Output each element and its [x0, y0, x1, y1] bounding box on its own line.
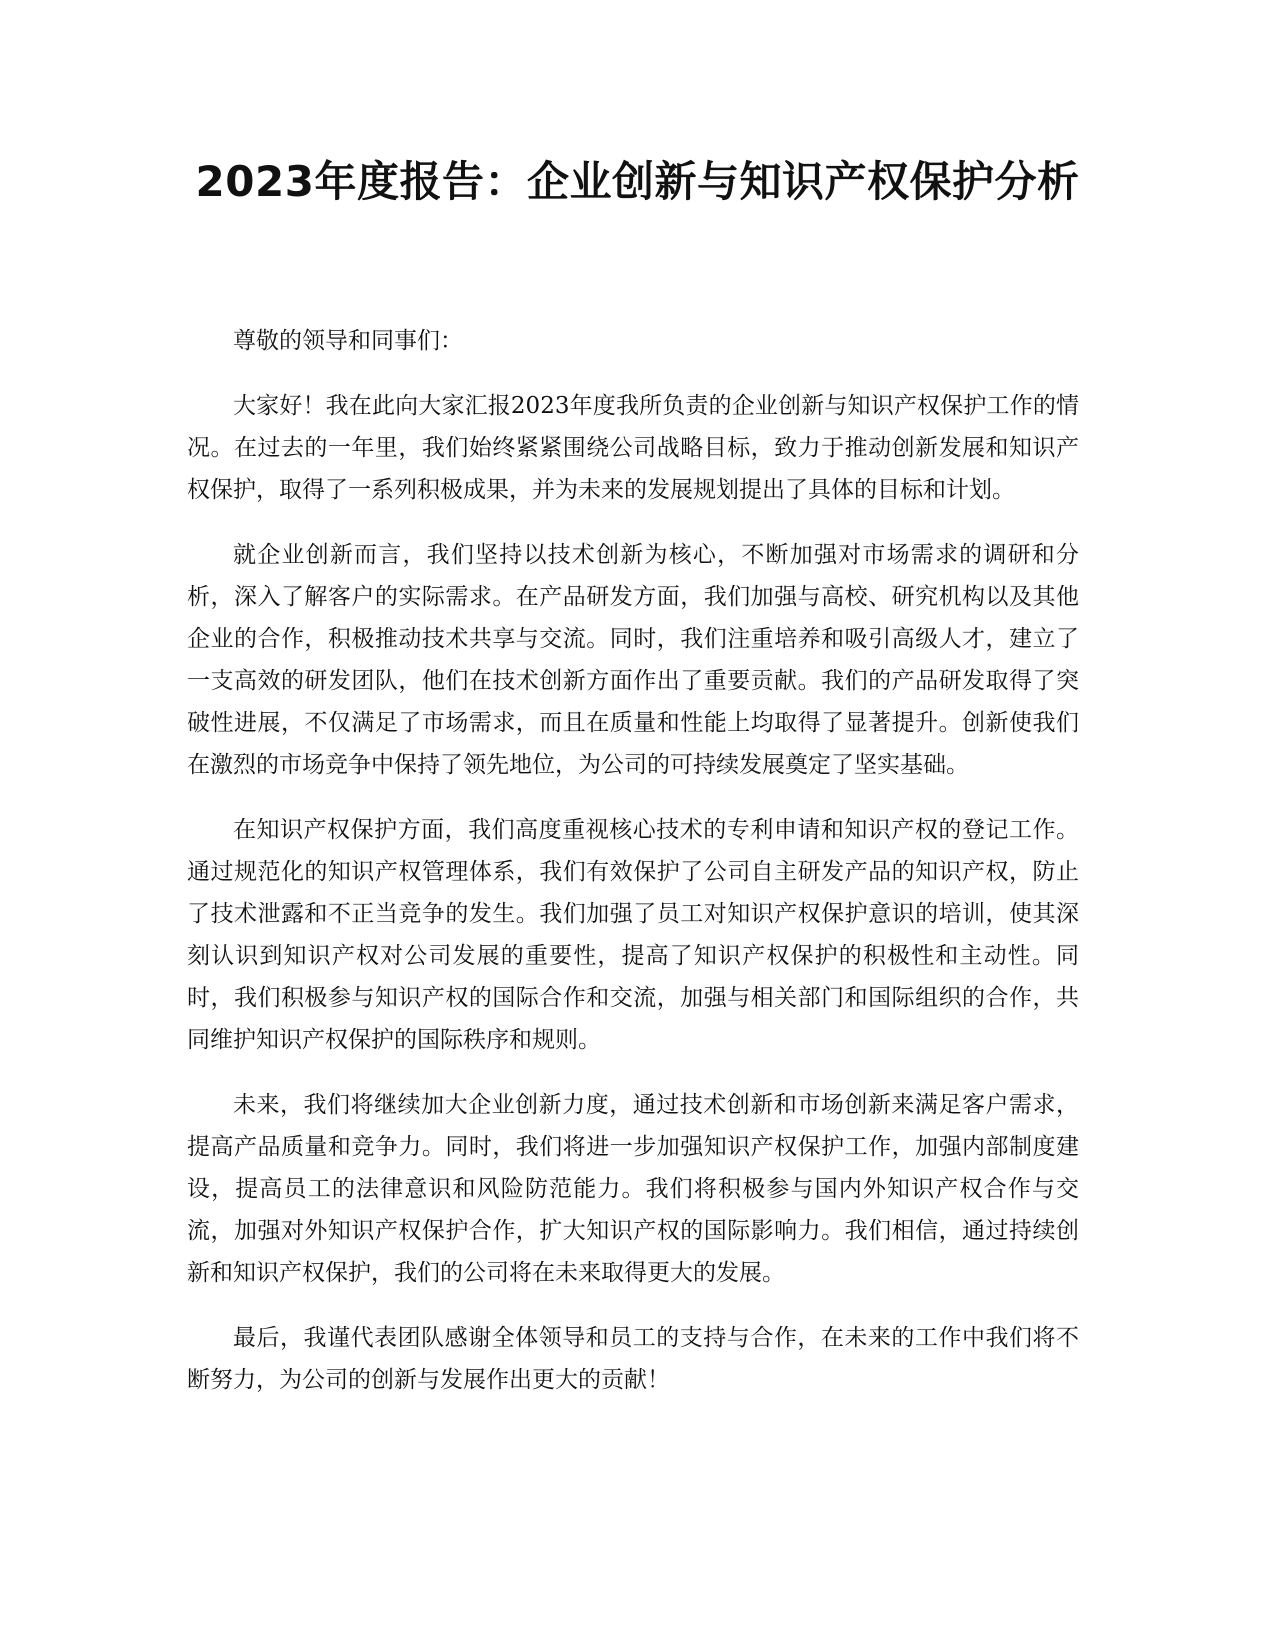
document-title: 2023年度报告：企业创新与知识产权保护分析: [195, 157, 1080, 206]
paragraph-future-plans: 未来，我们将继续加大企业创新力度，通过技术创新和市场创新来满足客户需求，提高产品质量和竞争力。同时，我们将进一步加强知识产权保护工作，加强内部制度建设，提高员工的法律意识和风险防范能力。我们将积极参与国内外知识产权合作与交流，加强对外知识产权保护合作，扩大知识产权的国际影响力。我们相信，通过持续创新和知识产权保护，我们的公司将在未来取得更大的发展。: [187, 1092, 1079, 1286]
paragraph-ip-protection: 在知识产权保护方面，我们高度重视核心技术的专利申请和知识产权的登记工作。通过规范化的知识产权管理体系，我们有效保护了公司自主研发产品的知识产权，防止了技术泄露和不正当竞争的发生。我们加强了员工对知识产权保护意识的培训，使其深刻认识到知识产权对公司发展的重要性，提高了知识产权保护的积极性和主动性。同时，我们积极参与知识产权的国际合作和交流，加强与相关部门和国际组织的合作，共同维护知识产权保护的国际秩序和规则。: [187, 817, 1079, 1053]
document-body: [187, 320, 1079, 1401]
paragraph-innovation: 就企业创新而言，我们坚持以技术创新为核心，不断加强对市场需求的调研和分析，深入了解客户的实际需求。在产品研发方面，我们加强与高校、研究机构以及其他企业的合作，积极推动技术共享与交流。同时，我们注重培养和吸引高级人才，建立了一支高效的研发团队，他们在技术创新方面作出了重要贡献。我们的产品研发取得了突破性进展，不仅满足了市场需求，而且在质量和性能上均取得了显著提升。创新使我们在激烈的市场竞争中保持了领先地位，为公司的可持续发展奠定了坚实基础。: [187, 542, 1079, 778]
paragraph-salutation: 尊敬的领导和同事们：: [233, 328, 463, 354]
paragraph-introduction: 大家好！我在此向大家汇报2023年度我所负责的企业创新与知识产权保护工作的情况。在过去的一年里，我们始终紧紧围绕公司战略目标，致力于推动创新发展和知识产权保护，取得了一系列积极成果，并为未来的发展规划提出了具体的目标和计划。: [187, 393, 1079, 503]
paragraph-closing: 最后，我谨代表团队感谢全体领导和员工的支持与合作，在未来的工作中我们将不断努力，为公司的创新与发展作出更大的贡献！: [187, 1325, 1079, 1393]
